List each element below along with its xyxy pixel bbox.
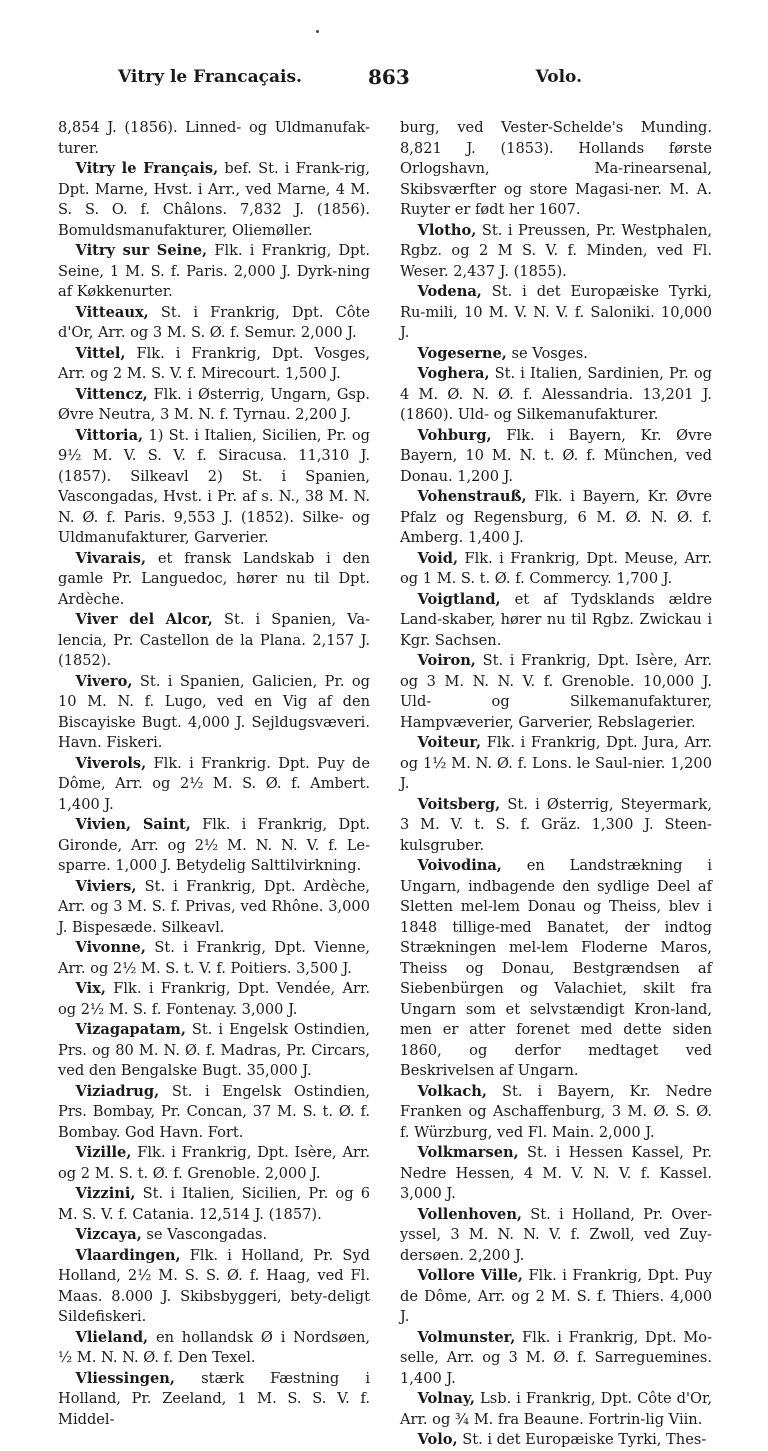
dictionary-entry xyxy=(58,938,370,979)
dictionary-entry xyxy=(400,344,712,365)
entry-headword: Vlieland, xyxy=(75,1328,149,1346)
entry-text: Flk. i Frankrig, Dpt. Puy de Dôme, Arr. og 2 M. S. f. Thiers. 4,000 J. xyxy=(400,1267,713,1325)
dictionary-entry xyxy=(400,426,712,488)
entry-headword: Vizzini, xyxy=(75,1185,136,1202)
entry-headword: Vliessingen, xyxy=(75,1369,175,1387)
dictionary-entry xyxy=(58,303,370,344)
entry-headword: Volo, xyxy=(417,1431,458,1448)
entry-headword: Vizcaya, xyxy=(75,1226,142,1243)
dictionary-entry xyxy=(400,1205,712,1267)
entry-text: se Vosges. xyxy=(511,344,588,362)
entry-headword: Vollore Ville, xyxy=(417,1267,524,1284)
dictionary-entry xyxy=(400,549,712,590)
entry-text: St. i Frankrig, Dpt. Isère, Arr. og 3 M. N. N. V. f. Grenoble. 10,000 J. Uld- og Silkemanufakturer, Hampvæverier, Garverier, Rebslagerier. xyxy=(400,652,713,731)
running-head-left: Vitry le Francaçais. xyxy=(118,67,302,87)
entry-text: Flk. i Frankrig, Dpt. Isère, Arr. og 2 M. S. t. Ø. f. Grenoble. 2,000 J. xyxy=(58,1144,370,1182)
entry-headword: Vivien, Saint, xyxy=(75,816,191,833)
dictionary-entry xyxy=(400,795,712,857)
entry-headword: Voigtland, xyxy=(417,590,501,608)
entry-headword: Vizagapatam, xyxy=(75,1021,186,1038)
ink-speck xyxy=(316,30,319,33)
entry-text: se Vascongadas. xyxy=(146,1226,268,1243)
dictionary-entry xyxy=(400,364,712,426)
dictionary-entry xyxy=(58,385,370,426)
entry-text: 8,854 J. (1856). Linned- og Uldmanufak-turer. xyxy=(58,119,370,157)
entry-text: St. i Frankrig, Dpt. Côte d'Or, Arr. og 3 M. S. Ø. f. Semur. 2,000 J. xyxy=(58,303,370,341)
entry-headword: Vittencz, xyxy=(75,385,148,403)
entry-headword: Viverols, xyxy=(75,754,147,772)
entry-text: Flk. i Østerrig, Ungarn, Gsp. Øvre Neutra, 3 M. N. f. Tyrnau. 2,200 J. xyxy=(58,385,371,423)
entry-text: St. i Preussen, Pr. Westphalen, Rgbz. og 2 M S. V. f. Minden, ved Fl. Weser. 2,437 J. (1855). xyxy=(400,221,713,280)
entry-text: St. i Engelsk Ostindien, Prs. Bombay, Pr. Concan, 37 M. S. t. Ø. f. Bombay. God Havn. Fort. xyxy=(58,1082,371,1141)
page-number: 863 xyxy=(368,65,410,89)
entry-headword: Volnay, xyxy=(417,1390,476,1407)
entry-text: St. i Østerrig, Steyermark, 3 M. V. t. S. f. Gräz. 1,300 J. Steen-kulsgruber. xyxy=(400,795,713,854)
entry-headword: Volkach, xyxy=(417,1082,487,1100)
entry-text: 1) St. i Italien, Sicilien, Pr. og 9½ M. V. S. V. f. Siracusa. 11,310 J. (1857). Silkeavl 2) St. i Spanien, Vascongadas, Hvst. i Pr. af s. N., 38 M. N. N. Ø. f. Paris. 9,553 J. (1852). Silke- og Uldmanufakturer, Garverier. xyxy=(58,426,371,546)
entry-text: Flk. i Frankrig, Dpt. Jura, Arr. og 1½ M. N. Ø. f. Lons. le Saul-nier. 1,200 J. xyxy=(400,734,712,792)
entry-headword: Vizille, xyxy=(75,1144,132,1161)
dictionary-entry xyxy=(400,221,712,283)
right-column xyxy=(400,118,712,1451)
entry-text: St. i Engelsk Ostindien, Prs. og 80 M. N. Ø. f. Madras, Pr. Circars, ved den Bengalske Bugt. 35,000 J. xyxy=(58,1021,370,1079)
dictionary-entry xyxy=(58,815,370,877)
entry-text: St. i Bayern, Kr. Nedre Franken og Aschaffenburg, 3 M. Ø. S. Ø. f. Würzburg, ved Fl. Main. 2,000 J. xyxy=(400,1082,712,1141)
dictionary-entry xyxy=(400,651,712,733)
entry-text: en Landstrækning i Ungarn, indbagende den sydlige Deel af Sletten mel-lem Donau og Theiss, blev i 1848 tillige-med Banatet, der indtog Strækningen mel-lem Floderne Maros, Theiss og Donau, Bestgrændsen af Siebenbürgen og Valachiet, skilt fra Ungarn som et selvstændigt Kron-land, men er atter forenet med dette siden 1860, og derfor medtaget ved Beskrivelsen af Ungarn. xyxy=(400,857,712,1079)
dictionary-entry xyxy=(58,610,370,672)
entry-headword: Vitteaux, xyxy=(75,303,149,321)
dictionary-entry xyxy=(58,426,370,549)
dictionary-entry xyxy=(58,1082,370,1144)
entry-text: stærk Fæstning i Holland, Pr. Zeeland, 1 M. S. S. V. f. Middel- xyxy=(58,1369,371,1428)
entry-headword: Vlotho, xyxy=(417,221,477,239)
dictionary-entry xyxy=(400,1082,712,1144)
entry-headword: Vohburg, xyxy=(417,426,492,444)
entry-text: St. i Frankrig, Dpt. Vienne, Arr. og 2½ M. S. t. V. f. Poitiers. 3,500 J. xyxy=(58,939,370,977)
entry-headword: Voivodina, xyxy=(417,857,502,874)
entry-text: Flk. i Frankrig, Dpt. Seine, 1 M. S. f. Paris. 2,000 J. Dyrk-ning af Køkkenurter. xyxy=(58,242,371,300)
entry-text: Flk. i Frankrig. Dpt. Puy de Dôme, Arr. og 2½ M. S. Ø. f. Ambert. 1,400 J. xyxy=(58,754,370,813)
entry-headword: Viziadrug, xyxy=(75,1082,160,1100)
dictionary-entry xyxy=(58,118,370,159)
entry-headword: Vohenstrauß, xyxy=(417,488,527,505)
entry-headword: Vitry sur Seine, xyxy=(75,242,208,259)
entry-text: Flk. i Holland, Pr. Syd Holland, 2½ M. S. S. Ø. f. Haag, ved Fl. Maas. 8.000 J. Skibsbyggeri, bety-deligt Sildefiskeri. xyxy=(58,1246,371,1325)
entry-text: et af Tydsklands ældre Land-skaber, hører nu til Rgbz. Zwickau i Kgr. Sachsen. xyxy=(400,590,712,649)
dictionary-entry xyxy=(400,118,712,221)
entry-headword: Voiron, xyxy=(417,652,476,669)
dictionary-entry xyxy=(58,1184,370,1225)
dictionary-entry xyxy=(58,159,370,241)
dictionary-entry xyxy=(400,1143,712,1205)
entry-headword: Vivonne, xyxy=(75,939,146,956)
entry-headword: Viviers, xyxy=(75,877,137,895)
entry-text: St. i Italien, Sicilien, Pr. og 6 M. S. V. f. Catania. 12,514 J. (1857). xyxy=(58,1185,370,1223)
dictionary-entry xyxy=(58,877,370,939)
dictionary-entry xyxy=(58,241,370,303)
entry-headword: Voghera, xyxy=(417,365,490,382)
entry-headword: Vittel, xyxy=(75,344,126,362)
dictionary-entry xyxy=(400,590,712,652)
entry-headword: Vodena, xyxy=(417,283,482,300)
entry-headword: Vitry le Français, xyxy=(75,160,219,177)
entry-headword: Vlaardingen, xyxy=(75,1246,181,1264)
entry-text: burg, ved Vester-Schelde's Munding. 8,821 J. (1853). Hollands første Orlogshavn, Ma-rinearsenal, Skibsværfter og store Magasi-ner. M. A. Ruyter er født her 1607. xyxy=(400,119,712,218)
entry-text: Flk. i Frankrig, Dpt. Mo-selle, Arr. og 3 M. Ø. f. Sarreguemines. 1,400 J. xyxy=(400,1328,713,1387)
entry-text: St. i det Europæiske Tyrki, Ru-mili, 10 M. V. N. V. f. Saloniki. 10,000 J. xyxy=(400,283,713,341)
entry-text: St. i Spanien, Va-lencia, Pr. Castellon de la Plana. 2,157 J. (1852). xyxy=(58,611,371,669)
entry-text: Flk. i Bayern, Kr. Øvre Bayern, 10 M. N. t. Ø. f. München, ved Donau. 1,200 J. xyxy=(400,426,712,485)
left-column xyxy=(58,118,370,1430)
entry-text: Flk. i Frankrig, Dpt. Meuse, Arr. og 1 M. S. t. Ø. f. Commercy. 1,700 J. xyxy=(400,549,713,587)
dictionary-entry xyxy=(58,549,370,611)
dictionary-entry xyxy=(58,1246,370,1328)
dictionary-entry xyxy=(58,1020,370,1082)
entry-headword: Vivero, xyxy=(75,672,133,690)
dictionary-entry xyxy=(58,672,370,754)
dictionary-entry xyxy=(58,754,370,816)
entry-text: St. i Italien, Sardinien, Pr. og 4 M. Ø. N. Ø. f. Alessandria. 13,201 J. (1860). Uld- og Silkemanufakturer. xyxy=(400,365,712,423)
entry-headword: Volkmarsen, xyxy=(417,1144,519,1161)
entry-text: Flk. i Bayern, Kr. Øvre Pfalz og Regensburg, 6 M. Ø. N. Ø. f. Amberg. 1,400 J. xyxy=(400,488,713,546)
entry-text: et fransk Landskab i den gamle Pr. Languedoc, hører nu til Dpt. Ardèche. xyxy=(58,549,371,608)
entry-headword: Void, xyxy=(417,549,459,567)
dictionary-entry xyxy=(58,1143,370,1184)
running-head-right: Volo. xyxy=(535,67,582,87)
entry-headword: Vollenhoven, xyxy=(417,1205,523,1223)
entry-text: bef. St. i Frank-rig, Dpt. Marne, Hvst. i Arr., ved Marne, 4 M. S. S. O. f. Châlons. 7,832 J. (1856). Bomuldsmanufakturer, Oliemøller. xyxy=(58,160,370,239)
dictionary-entry xyxy=(400,1328,712,1390)
dictionary-entry xyxy=(400,856,712,1082)
entry-text: Flk. i Frankrig, Dpt. Vosges, Arr. og 2 M. S. V. f. Mirecourt. 1,500 J. xyxy=(58,344,371,382)
dictionary-entry xyxy=(58,979,370,1020)
entry-text: en hollandsk Ø i Nordsøen, ½ M. N. N. Ø. f. Den Texel. xyxy=(58,1328,371,1366)
dictionary-entry xyxy=(400,1430,712,1451)
dictionary-entry xyxy=(58,344,370,385)
entry-headword: Voitsberg, xyxy=(417,795,501,813)
entry-headword: Vogeserne, xyxy=(417,344,507,362)
entry-text: Lsb. i Frankrig, Dpt. Côte d'Or, Arr. og ¾ M. fra Beaune. Fortrin-lig Viin. xyxy=(400,1390,712,1428)
dictionary-entry xyxy=(58,1225,370,1246)
entry-text: St. i Frankrig, Dpt. Ardèche, Arr. og 3 M. S. f. Privas, ved Rhône. 3,000 J. Bispesæde. Silkeavl. xyxy=(58,877,370,936)
running-head xyxy=(56,62,712,92)
dictionary-entry xyxy=(400,1266,712,1328)
entry-text: St. i Holland, Pr. Over-yssel, 3 M. N. N. V. f. Zwoll, ved Zuy-dersøen. 2,200 J. xyxy=(400,1205,712,1264)
entry-text: St. i det Europæiske Tyrki, Thes- xyxy=(462,1431,707,1448)
entry-text: Flk. i Frankrig, Dpt. Gironde, Arr. og 2½ M. N. N. V. f. Le-sparre. 1,000 J. Betydelig Salttilvirkning. xyxy=(58,816,370,874)
entry-text: Flk. i Frankrig, Dpt. Vendée, Arr. og 2½ M. S. f. Fontenay. 3,000 J. xyxy=(58,980,371,1018)
entry-text: St. i Hessen Kassel, Pr. Nedre Hessen, 4 M. V. N. V. f. Kassel. 3,000 J. xyxy=(400,1144,713,1202)
entry-text: St. i Spanien, Galicien, Pr. og 10 M. N. f. Lugo, ved en Vig af den Biscayiske Bugt. 4,000 J. Sejldugsvæveri. Havn. Fiskeri. xyxy=(58,672,371,751)
entry-headword: Vix, xyxy=(75,980,106,997)
dictionary-entry xyxy=(400,282,712,344)
entry-headword: Vivarais, xyxy=(75,549,147,567)
dictionary-entry xyxy=(400,1389,712,1430)
entry-headword: Voiteur, xyxy=(417,734,482,751)
dictionary-entry xyxy=(400,487,712,549)
dictionary-entry xyxy=(58,1369,370,1431)
dictionary-entry xyxy=(58,1328,370,1369)
dictionary-entry xyxy=(400,733,712,795)
entry-headword: Volmunster, xyxy=(417,1328,516,1346)
entry-headword: Viver del Alcor, xyxy=(75,611,213,628)
entry-headword: Vittoria, xyxy=(75,426,144,444)
